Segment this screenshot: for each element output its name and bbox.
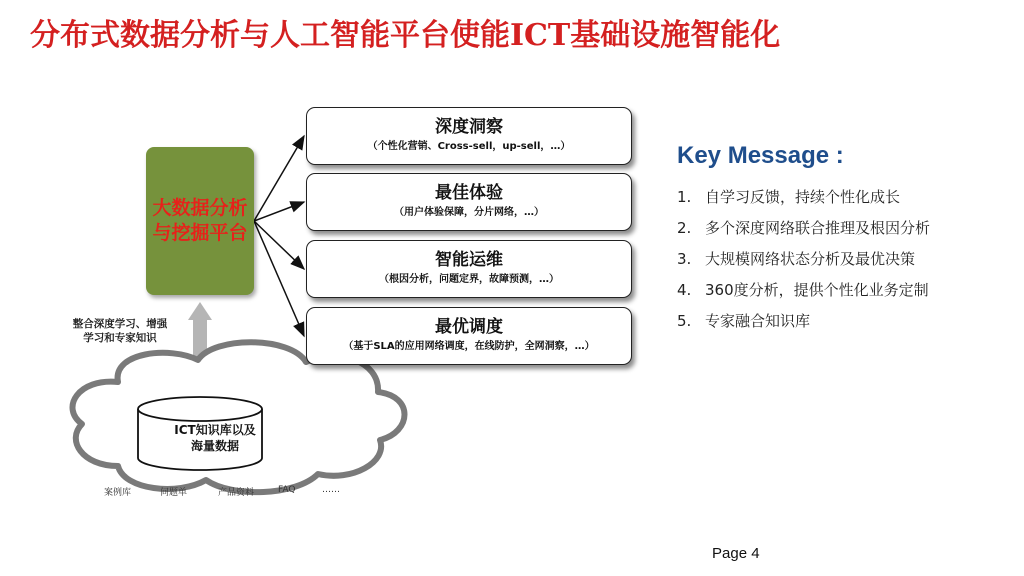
list-item [677, 186, 930, 217]
box-subtitle: （基于SLA的应用网络调度，在线防护，全网洞察，…） [343, 341, 595, 352]
item-text: 360度分析，提供个性化业务定制 [705, 281, 929, 299]
list-item [677, 217, 930, 248]
database-label-line2: 海量数据 [190, 439, 239, 453]
item-text: 大规模网络状态分析及最优决策 [705, 250, 916, 268]
box-subtitle: （用户体验保障，分片网络，…） [394, 207, 544, 218]
item-number: 1. [677, 188, 692, 206]
arrow-to-experience [254, 202, 304, 221]
database-label [160, 422, 270, 454]
item-number: 3. [677, 250, 692, 268]
item-text: 自学习反馈，持续个性化成长 [705, 188, 901, 206]
platform-label-line2: 与挖掘平台 [152, 222, 248, 244]
platform-label-line1: 大数据分析 [152, 197, 248, 219]
integration-note-line2: 学习和专家知识 [83, 332, 157, 344]
box-subtitle: （个性化营销、Cross-sell，up-sell，…） [367, 141, 571, 152]
big-data-platform [146, 147, 254, 295]
cloud-label-faq: FAQ [278, 485, 296, 495]
slide-title: 分布式数据分析与人工智能平台使能ICT基础设施智能化 [30, 18, 781, 53]
box-title: 最优调度 [435, 317, 503, 337]
box-subtitle: （根因分析，问题定界，故障预测，…） [379, 274, 559, 285]
box-title: 深度洞察 [435, 117, 503, 137]
arrow-to-scheduling [254, 221, 304, 336]
key-message-title: Key Message : [677, 142, 844, 169]
box-title: 最佳体验 [435, 183, 503, 203]
page-number: Page 4 [712, 545, 760, 562]
cloud-label-cases: 案例库 [104, 488, 132, 498]
integration-note-line1: 整合深度学习、增强 [72, 318, 168, 330]
list-item [677, 248, 930, 279]
box-smart-ops [306, 240, 632, 298]
cloud-label-docs: 产品资料 [218, 488, 255, 498]
box-optimal-scheduling [306, 307, 632, 365]
item-number: 5. [677, 312, 692, 330]
item-text: 专家融合知识库 [705, 312, 811, 330]
item-number: 4. [677, 281, 692, 299]
item-text: 多个深度网络联合推理及根因分析 [705, 219, 931, 237]
database-label-line1: ICT知识库以及 [174, 423, 256, 437]
cloud-label-more: …… [322, 485, 340, 495]
box-title: 智能运维 [435, 250, 503, 270]
arrow-to-insight [254, 136, 304, 221]
arrow-to-ops [254, 221, 304, 269]
list-item [677, 310, 930, 341]
box-best-experience [306, 173, 632, 231]
item-number: 2. [677, 219, 692, 237]
key-message-list [677, 186, 930, 341]
cloud-label-tickets: 问题单 [160, 488, 188, 498]
integration-note [58, 317, 182, 345]
list-item [677, 279, 930, 310]
box-deep-insight [306, 107, 632, 165]
